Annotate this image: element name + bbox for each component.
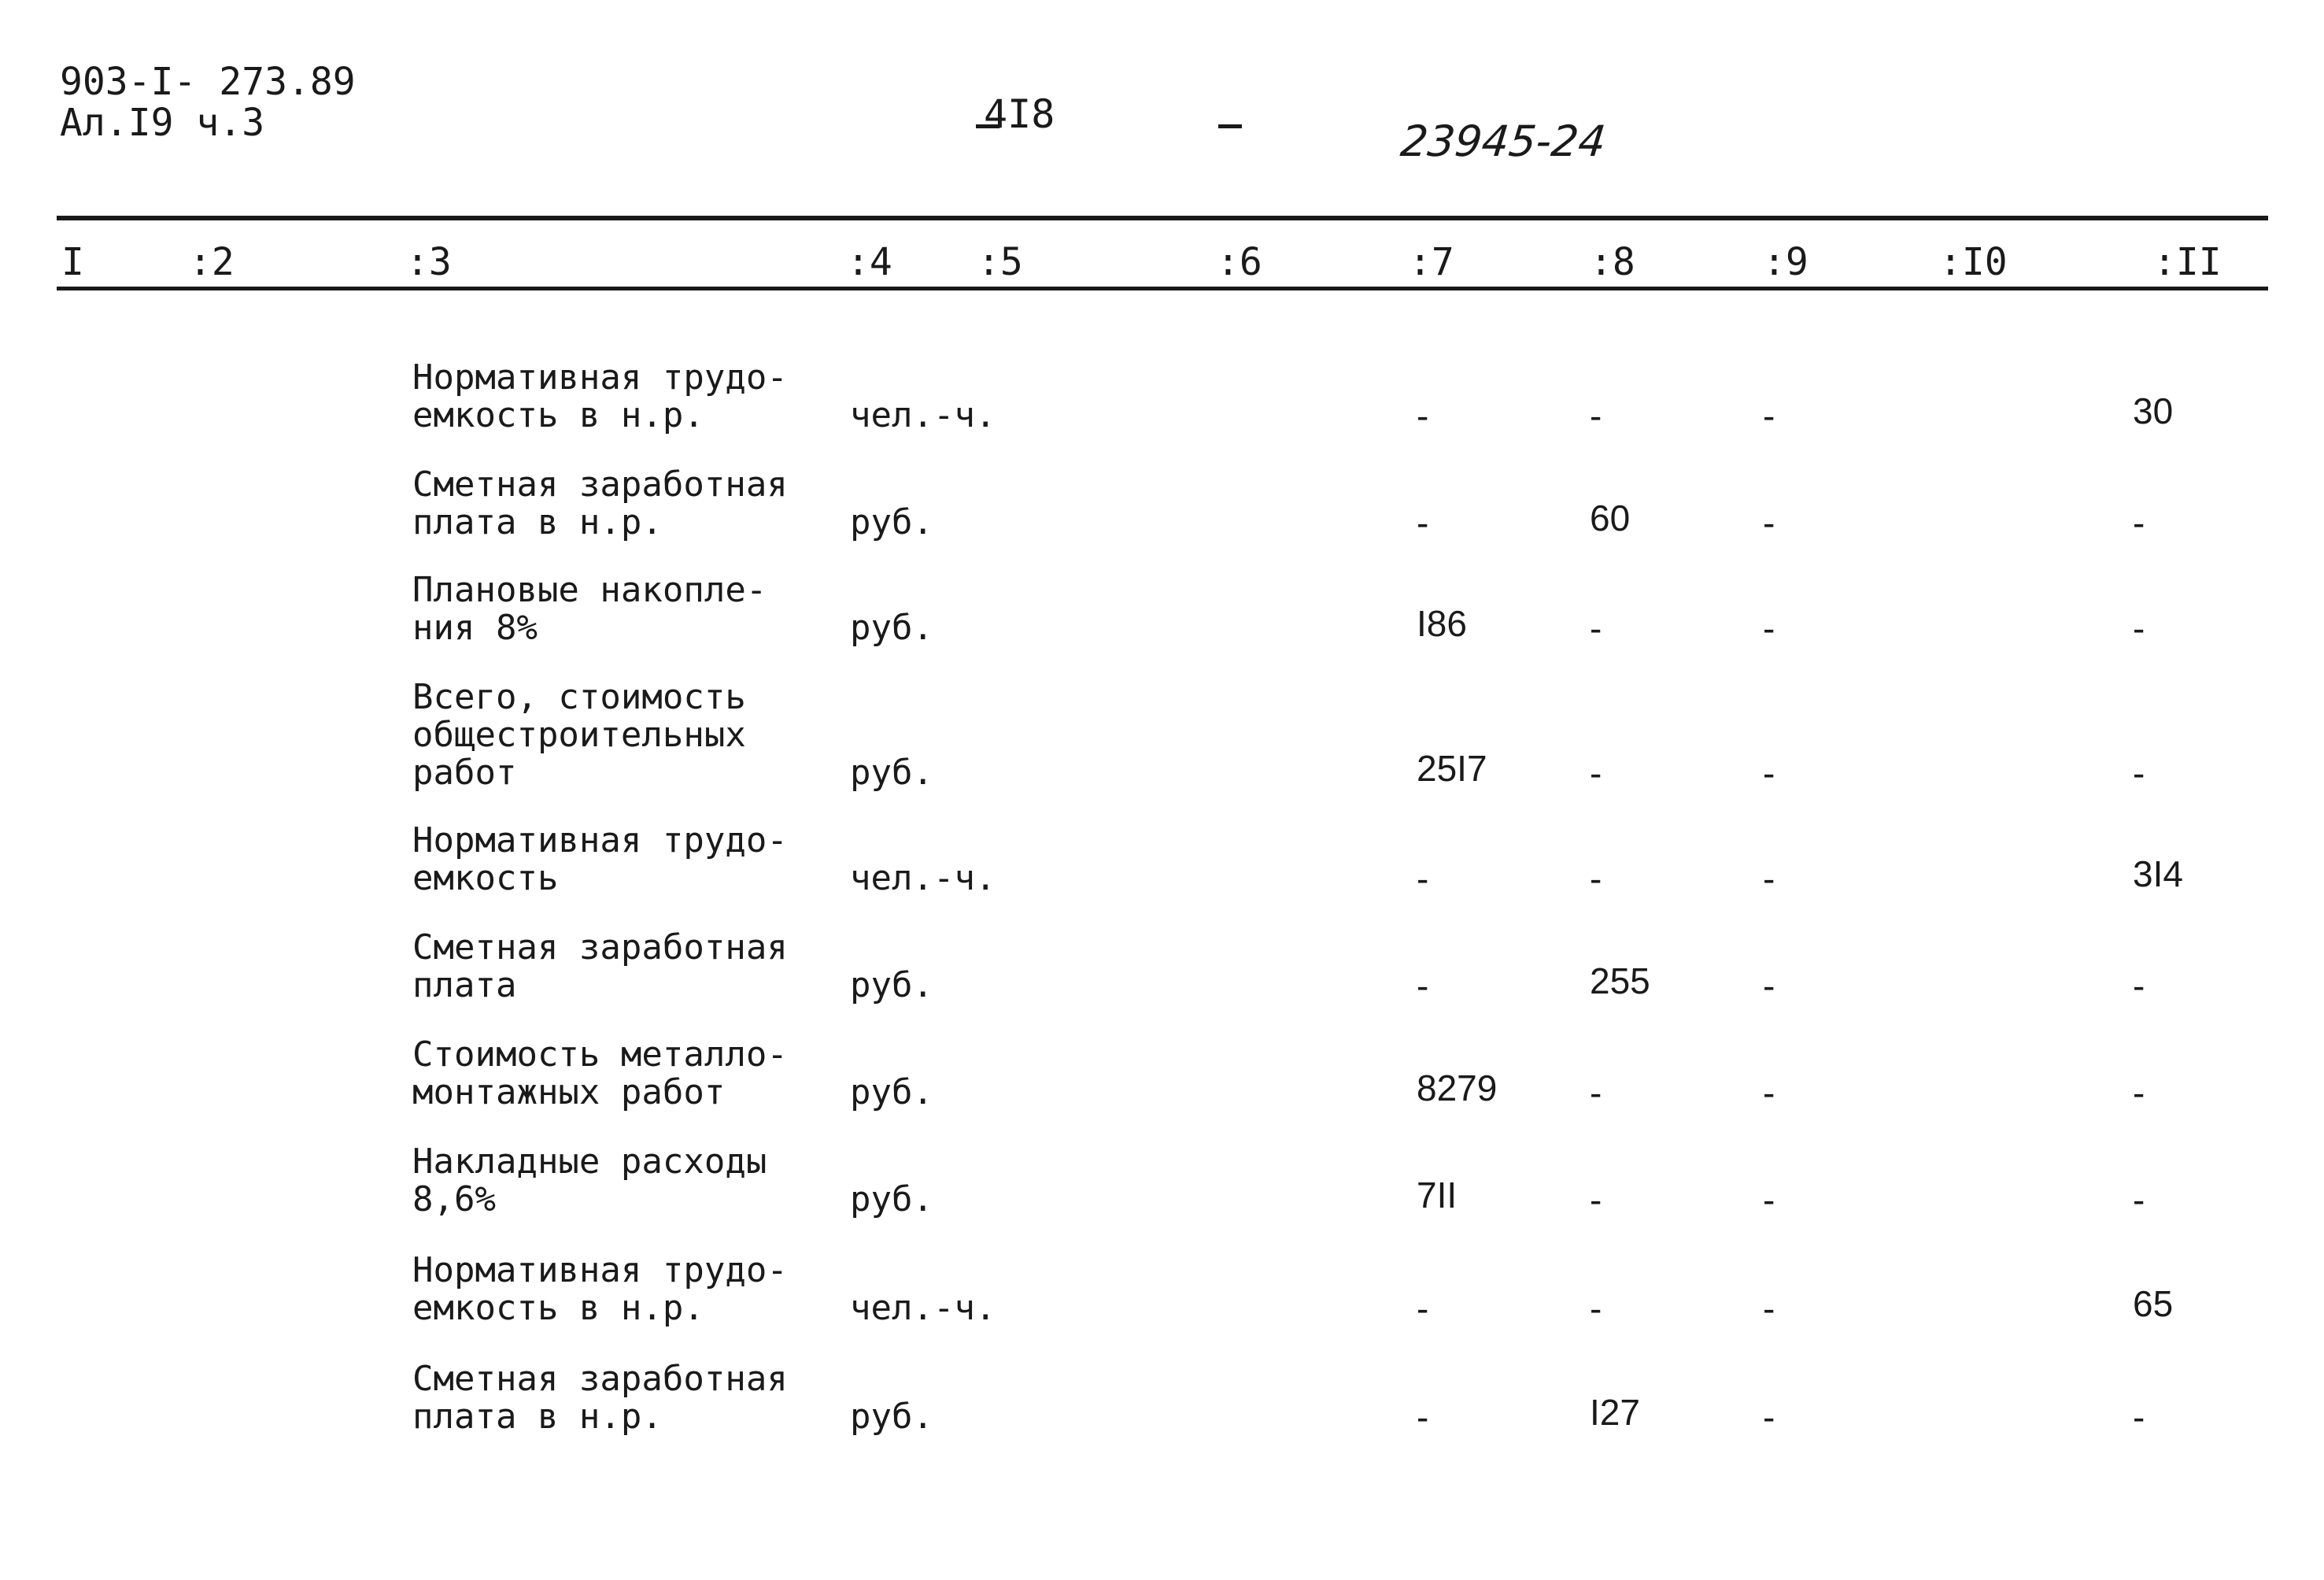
row-unit: руб. <box>850 965 933 1005</box>
column-number: :2 <box>189 240 235 284</box>
album-line: Ал.I9 ч.3 <box>60 101 265 145</box>
row-col9: - <box>1763 858 1775 899</box>
doc-code-line: 903-I- 273.89 <box>60 60 356 104</box>
row-name: Накладные расходы 8,6% <box>412 1142 767 1219</box>
document-code <box>60 61 356 143</box>
row-col7: 8279 <box>1417 1068 1498 1108</box>
column-number: :I0 <box>1939 240 2008 284</box>
row-col11: - <box>2133 753 2145 794</box>
row-col7: - <box>1417 395 1429 436</box>
row-col11: - <box>2133 502 2145 543</box>
row-unit: руб. <box>850 1179 933 1219</box>
row-unit: руб. <box>850 608 933 648</box>
row-col8: - <box>1590 1072 1602 1113</box>
row-col8: - <box>1590 858 1602 899</box>
row-unit: руб. <box>850 1397 933 1437</box>
row-col7: - <box>1417 858 1429 899</box>
row-col9: - <box>1763 1288 1775 1329</box>
row-unit: чел.-ч. <box>850 1288 996 1328</box>
row-name: Плановые накопле- ния 8% <box>412 570 767 648</box>
row-col9: - <box>1763 608 1775 649</box>
row-col8: 60 <box>1590 498 1631 538</box>
row-col11: 65 <box>2133 1283 2174 1324</box>
row-name: Всего, стоимость общестроительных работ <box>412 677 746 793</box>
row-col7: - <box>1417 1397 1429 1438</box>
column-number: :6 <box>1217 240 1262 284</box>
row-col11: - <box>2133 1179 2145 1220</box>
row-name: Нормативная трудо- емкость <box>412 820 788 898</box>
row-col8: - <box>1590 1288 1602 1329</box>
row-col8: - <box>1590 1179 1602 1220</box>
row-name: Нормативная трудо- емкость в н.р. <box>412 1250 788 1328</box>
column-number: :5 <box>977 240 1023 284</box>
row-name: Сметная заработная плата <box>412 927 788 1005</box>
column-number: :8 <box>1590 240 1635 284</box>
row-unit: руб. <box>850 1072 933 1112</box>
row-col11: - <box>2133 1397 2145 1438</box>
page-dash-right <box>1218 124 1242 128</box>
row-col8: I27 <box>1590 1392 1640 1433</box>
row-col7: I86 <box>1417 603 1467 644</box>
row-col7: - <box>1417 965 1429 1006</box>
row-col8: 255 <box>1590 960 1650 1001</box>
row-unit: чел.-ч. <box>850 858 996 898</box>
column-number: :4 <box>847 240 892 284</box>
column-number: :7 <box>1409 240 1454 284</box>
row-name: Сметная заработная плата в н.р. <box>412 1359 788 1437</box>
table-top-rule <box>57 216 2268 220</box>
table-header-rule <box>57 287 2268 290</box>
row-unit: руб. <box>850 753 933 793</box>
row-col11: 3I4 <box>2133 853 2183 894</box>
page-number: 4I8 <box>984 91 1055 137</box>
row-col7: - <box>1417 502 1429 543</box>
row-col7: - <box>1417 1288 1429 1329</box>
row-unit: чел.-ч. <box>850 395 996 435</box>
row-col11: - <box>2133 1072 2145 1113</box>
row-unit: руб. <box>850 502 933 542</box>
row-name: Стоимость металло- монтажных работ <box>412 1034 788 1112</box>
row-col7: 7II <box>1417 1175 1458 1216</box>
row-col9: - <box>1763 1179 1775 1220</box>
row-col11: - <box>2133 608 2145 649</box>
column-number: :II <box>2153 240 2222 284</box>
row-col8: - <box>1590 753 1602 794</box>
row-col9: - <box>1763 753 1775 794</box>
row-col8: - <box>1590 608 1602 649</box>
row-name: Сметная заработная плата в н.р. <box>412 464 788 542</box>
column-number: :3 <box>406 240 452 284</box>
row-col9: - <box>1763 395 1775 436</box>
row-col9: - <box>1763 965 1775 1006</box>
row-name: Нормативная трудо- емкость в н.р. <box>412 357 788 435</box>
row-col9: - <box>1763 1397 1775 1438</box>
row-col11: - <box>2133 965 2145 1006</box>
row-col7: 25I7 <box>1417 748 1487 789</box>
handwritten-number: 23945-24 <box>1398 117 1609 166</box>
row-col9: - <box>1763 502 1775 543</box>
column-number: I <box>61 240 84 284</box>
row-col11: 30 <box>2133 390 2174 431</box>
row-col9: - <box>1763 1072 1775 1113</box>
column-number: :9 <box>1763 240 1809 284</box>
row-col8: - <box>1590 395 1602 436</box>
